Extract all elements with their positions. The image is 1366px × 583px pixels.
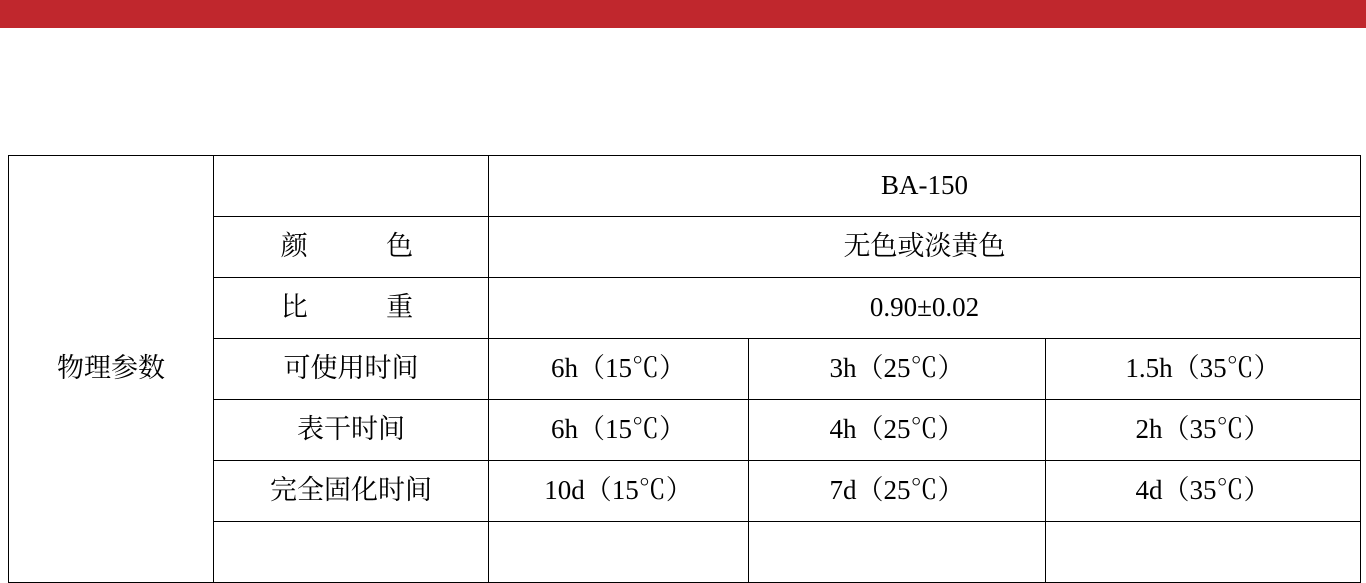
pot-life-15c: 6h（15℃） <box>489 339 749 400</box>
full-cure-35c: 4d（35℃） <box>1046 461 1361 522</box>
table-row <box>9 156 1361 217</box>
surface-dry-25c: 4h（25℃） <box>749 400 1046 461</box>
document-page <box>0 28 1366 506</box>
specific-gravity-value-cell: 0.90±0.02 <box>489 278 1361 339</box>
pot-life-35c: 1.5h（35℃） <box>1046 339 1361 400</box>
row-label-next <box>214 522 489 583</box>
row-label-full-cure-time: 完全固化时间 <box>214 461 489 522</box>
color-value-cell: 无色或淡黄色 <box>489 217 1361 278</box>
row-label-specific-gravity: 比 重 <box>214 278 489 339</box>
pot-life-25c: 3h（25℃） <box>749 339 1046 400</box>
surface-dry-35c: 2h（35℃） <box>1046 400 1361 461</box>
physical-parameters-table <box>8 155 1361 583</box>
next-cell-2 <box>749 522 1046 583</box>
next-cell-3 <box>1046 522 1361 583</box>
next-cell-1 <box>489 522 749 583</box>
product-name-cell: BA-150 <box>489 156 1361 217</box>
row-label-pot-life: 可使用时间 <box>214 339 489 400</box>
group-label-cell: 物理参数 <box>9 156 214 583</box>
row-label-empty <box>214 156 489 217</box>
row-label-color: 颜 色 <box>214 217 489 278</box>
full-cure-15c: 10d（15℃） <box>489 461 749 522</box>
row-label-surface-dry-time: 表干时间 <box>214 400 489 461</box>
full-cure-25c: 7d（25℃） <box>749 461 1046 522</box>
top-accent-bar <box>0 0 1366 28</box>
surface-dry-15c: 6h（15℃） <box>489 400 749 461</box>
